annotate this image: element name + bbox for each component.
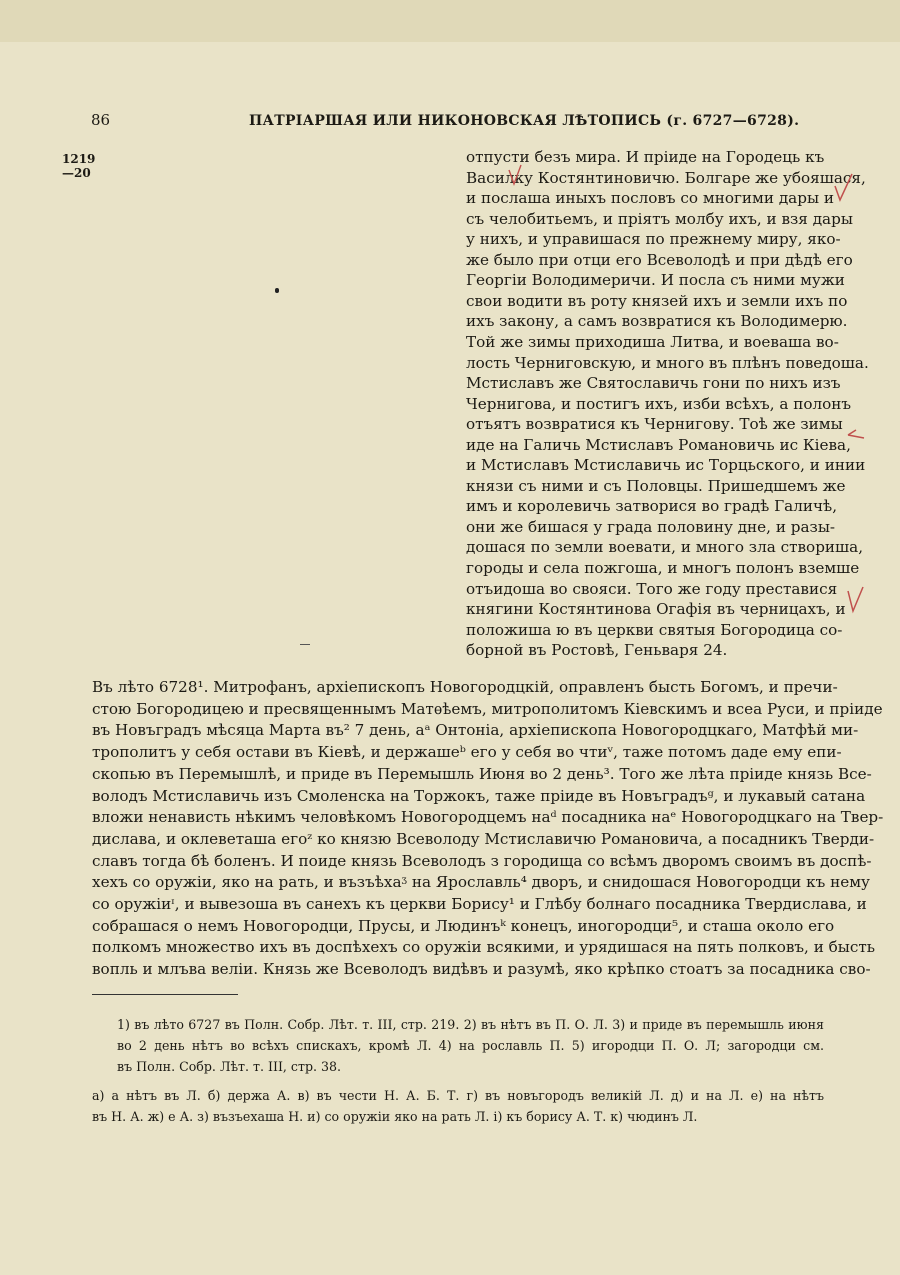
- column-text-line: положиша ю въ церкви святыя Богородица со-: [466, 620, 843, 639]
- column-text-line: княгини Костянтинова Огафія въ черницахъ, и: [466, 600, 846, 619]
- column-text-line: городы и села пожгоша, и многъ полонъ вземше: [466, 559, 860, 577]
- paragraph-text-line: стою Богородицею и пресвященнымъ Матѳѣемъ, митрополитомъ Кіевскимъ и всеа Руси, и пріиде: [92, 699, 883, 718]
- column-text-line: имъ и королевичь затворися во градѣ Галичѣ,: [466, 497, 838, 516]
- paragraph-text-line: хехъ со оружіи, яко на рать, и възъѣхаᶾ на Ярославль⁴ дворъ, и снидошася Новогородци къ нему: [92, 873, 870, 892]
- paragraph-text-line: Въ лѣто 6728¹. Митрофанъ, архіепископъ Новогородцкій, оправленъ бысть Богомъ, и пречи-: [92, 678, 838, 696]
- column-text-line: отъидоша во свояси. Того же году преставися: [466, 579, 838, 598]
- paragraph-text-line: володъ Мстиславичь изъ Смоленска на Торжокъ, таже пріиде въ Новъградъᵍ, и лукавый сатана: [92, 786, 866, 805]
- footnote-line: во 2 день нѣтъ во всѣхъ спискахъ, кромѣ Л. 4) на рославль П. 5) игородци П. О. Л; загородци см.: [117, 1038, 824, 1053]
- paragraph-text-line: полкомъ множество ихъ въ доспѣхехъ со оружіи всякими, и урядишася на пять полковъ, и бысть: [92, 938, 876, 957]
- column-text-line: Той же зимы приходиша Литва, и воеваша во-: [466, 332, 839, 351]
- column-text-line: отпусти безъ мира. И пріиде на Городець къ: [466, 148, 825, 166]
- footnote-line: 1) въ лѣто 6727 въ Полн. Собр. Лѣт. т. III, стр. 219. 2) въ нѣтъ въ П. О. Л. 3) и приде въ перемышль июня: [117, 1017, 824, 1032]
- column-text-line: съ челобитьемъ, и пріятъ молбу ихъ, и взя дары: [466, 209, 853, 228]
- variant-reading-line: въ Н. А. ж) е А. з) възъехаша Н. и) со оружіи яко на рать Л. і) къ борису А. Т. к) чюдинъ Л.: [92, 1109, 698, 1124]
- column-text-line: борной въ Ростовѣ, Геньваря 24.: [466, 641, 728, 660]
- footnote-line: въ Полн. Собр. Лѣт. т. III, стр. 38.: [117, 1059, 342, 1074]
- column-text-line: Василку Костянтиновичю. Болгаре же убояшася,: [466, 168, 866, 187]
- column-text-line: и Мстиславъ Мстиславичь ис Торцьского, и инии: [466, 456, 866, 475]
- column-text-line: иде на Галичь Мстиславъ Романовичь ис Кіева,: [466, 435, 851, 454]
- margin-year: —20: [62, 166, 91, 180]
- paragraph-text-line: вложи ненависть нѣкимъ человѣкомъ Новогородцемъ наᵈ посадника наᵉ Новогородцкаго на Твер-: [92, 808, 884, 827]
- column-text-line: князи съ ними и съ Половцы. Пришедшемъ же: [466, 476, 846, 495]
- column-text-line: же было при отци его Всеволодѣ и при дѣдѣ его: [466, 250, 853, 269]
- column-text-line: свои водити въ роту князей ихъ и земли ихъ по: [466, 291, 848, 310]
- paragraph-text-line: славъ тогда бѣ боленъ. И поиде князь Всеволодъ з городища со всѣмъ дворомъ своимъ въ доспѣ-: [92, 851, 872, 870]
- column-text-line: Чернигова, и постигъ ихъ, изби всѣхъ, а полонъ: [466, 394, 852, 413]
- pencil-caret-mark-icon: [846, 428, 868, 442]
- pencil-dash: [300, 644, 310, 645]
- column-text-line: отъятъ возвратися къ Чернигову. Тоѣ же зимы: [466, 415, 843, 434]
- column-text-line: ихъ закону, а самъ возвратися къ Володимерю.: [466, 312, 848, 331]
- column-text-line: Георгіи Володимеричи. И посла съ ними мужи: [466, 271, 845, 290]
- paragraph-text-line: со оружіиᶦ, и вывезоша въ санехъ къ церкви Борису¹ и Глѣбу болнаго посадника Твердислава, и: [92, 895, 867, 913]
- column-text-line: у нихъ, и управишася по прежнему миру, яко-: [466, 230, 841, 249]
- column-text-line: лость Черниговскую, и много въ плѣнъ поведоша.: [466, 353, 869, 372]
- column-text-line: Мстиславъ же Святославичь гони по нихъ изъ: [466, 374, 841, 393]
- pencil-check-mark-icon: [845, 585, 867, 615]
- ink-dot: [275, 288, 279, 293]
- column-text-line: дошася по земли воевати, и много зла створиша,: [466, 538, 864, 557]
- pencil-check-mark-icon: [505, 162, 525, 192]
- paragraph-text-line: собрашася о немъ Новогородци, Прусы, и Людинъᵏ конецъ, иногородци⁵, и сташа около его: [92, 916, 835, 935]
- paragraph-text-line: скопью въ Перемышлѣ, и приде въ Перемышль Июня во 2 день³. Того же лѣта пріиде князь Все-: [92, 764, 872, 783]
- paragraph-text-line: вопль и млъва веліи. Князь же Всеволодъ видѣвъ и разумѣ, яко крѣпко стоатъ за посадника сво-: [92, 960, 871, 979]
- footnote-rule: [92, 994, 238, 995]
- column-text-line: и послаша иныхъ пословъ со многими дары и: [466, 189, 834, 208]
- column-text-line: они же бишася у града половину дне, и разы-: [466, 517, 836, 536]
- scan-top-band: [0, 0, 900, 42]
- variant-reading-line: а) а нѣтъ въ Л. б) держа А. в) въ чести Н. А. Б. Т. г) въ новъгородъ великій Л. д) и на Л. е) на нѣтъ: [92, 1088, 824, 1103]
- page-number: 86: [91, 111, 111, 129]
- running-header: ПАТРІАРШАЯ ИЛИ НИКОНОВСКАЯ ЛѢТОПИСЬ (г. 6727—6728).: [249, 113, 800, 129]
- pencil-check-mark-icon: [832, 172, 856, 206]
- margin-year: 1219: [62, 152, 96, 166]
- paragraph-text-line: въ Новъградъ мѣсяца Марта въ² 7 день, аᵃ Онтоніа, архіепископа Новогородцкаго, Матфѣй ми-: [92, 721, 859, 740]
- paragraph-text-line: трополитъ у себя остави въ Кіевѣ, и держашеᵇ его у себя во чтиᵛ, таже потомъ даде ему епи-: [92, 743, 842, 762]
- paragraph-text-line: дислава, и оклеветаша егоᶻ ко князю Всеволоду Мстиславичю Романовича, а посадникъ Тверди-: [92, 829, 875, 848]
